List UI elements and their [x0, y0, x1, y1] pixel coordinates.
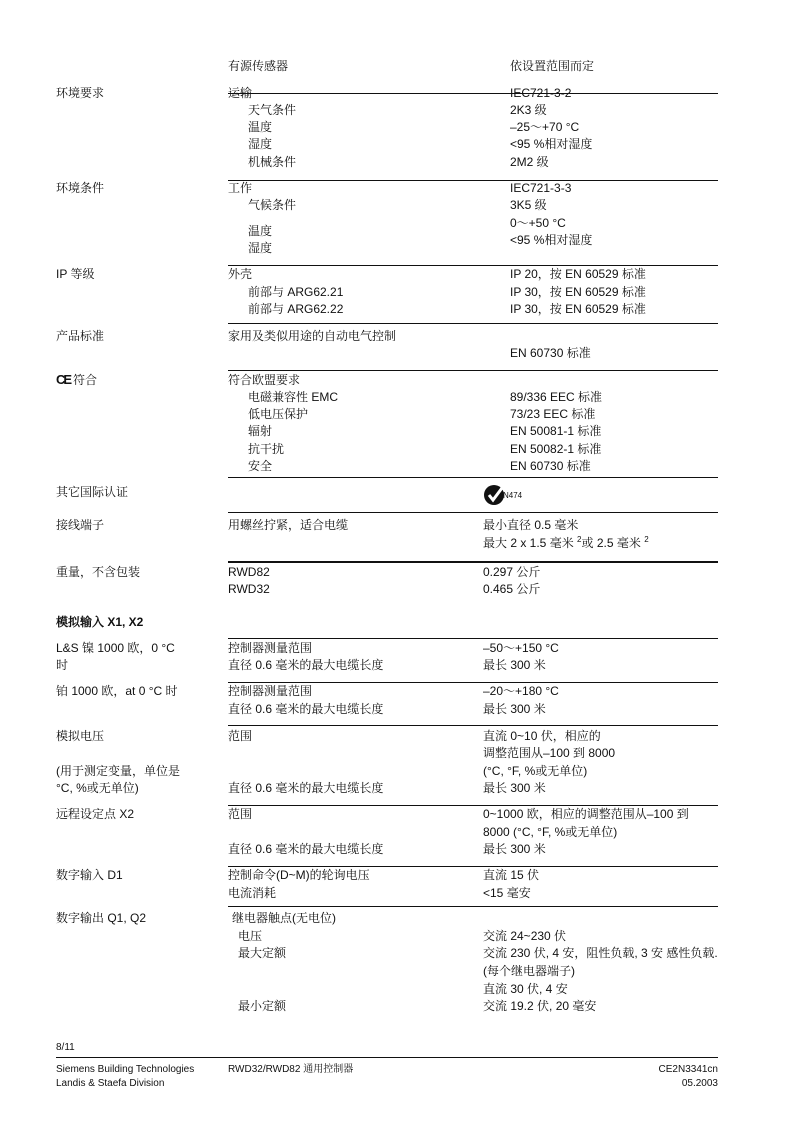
key: 控制命令(D~M)的轮询电压: [228, 868, 370, 882]
ce-mark-icon: C​E: [56, 372, 71, 387]
value: –20～+180 °C: [483, 684, 559, 698]
description: 家用及类似用途的自动电气控制: [228, 329, 397, 343]
value: (°C, °F, %或无单位): [483, 764, 588, 778]
value: 3K5 级: [510, 198, 547, 212]
footer-divider: [56, 1057, 718, 1058]
section-heading: 模拟输入 X1, X2: [56, 615, 144, 629]
key: 电磁兼容性 EMC: [248, 390, 339, 404]
sub-heading: 工作: [228, 181, 253, 195]
value: 直流 30 伏, 4 安: [483, 982, 568, 996]
value: 0~1000 欧，相应的调整范围从–100 到: [483, 807, 689, 821]
divider: [228, 512, 718, 513]
value: EN 60730 标准: [510, 459, 591, 473]
value: 最小直径 0.5 毫米: [483, 518, 579, 532]
key: 温度: [248, 120, 273, 134]
key: 辐射: [248, 424, 273, 438]
value: 最长 300 米: [483, 658, 546, 672]
value: IP 30，按 EN 60529 标准: [510, 285, 646, 299]
c-tick-mark-icon: [483, 484, 505, 506]
key: 前部与 ARG62.21: [248, 285, 344, 299]
value: 交流 24~230 伏: [483, 929, 567, 943]
value: IP 30，按 EN 60529 标准: [510, 302, 646, 316]
division: Landis & Staefa Division: [56, 1078, 165, 1089]
document-title: RWD32/RWD82 通用控制器: [228, 1064, 354, 1075]
row-label: IP 等级: [56, 267, 95, 281]
value: [483, 535, 649, 551]
row-label: 符合: [73, 373, 98, 387]
row-label: 环境要求: [56, 86, 105, 100]
key: 电压: [238, 929, 263, 943]
value: 调整范围从–100 到 8000: [483, 746, 616, 760]
key: 天气条件: [248, 103, 297, 117]
value: EN 50082-1 标准: [510, 442, 602, 456]
key: 安全: [248, 459, 273, 473]
divider: [228, 906, 718, 907]
value: 交流 230 伏, 4 安，阻性负载, 3 安 感性负载.: [483, 946, 718, 960]
document-date: 05.2003: [681, 1078, 718, 1089]
value: 最长 300 米: [483, 781, 546, 795]
row-label: 时: [56, 658, 69, 672]
row-label: 其它国际认证: [56, 485, 129, 499]
value: 依设置范围而定: [510, 59, 595, 73]
key: 气候条件: [248, 198, 297, 212]
value: IP 20，按 EN 60529 标准: [510, 267, 646, 281]
key: 湿度: [248, 137, 273, 151]
value: 最长 300 米: [483, 702, 546, 716]
key: 直径 0.6 毫米的最大电缆长度: [228, 781, 384, 795]
key: 最小定额: [238, 999, 287, 1013]
value: 直流 0~10 伏，相应的: [483, 729, 601, 743]
row-label: 环境条件: [56, 181, 105, 195]
value: 最长 300 米: [483, 842, 546, 856]
key: 控制器测量范围: [228, 641, 313, 655]
value: <95 %相对湿度: [510, 137, 593, 151]
row-label: 接线端子: [56, 518, 105, 532]
key: 湿度: [248, 241, 273, 255]
value: 89/336 EEC 标准: [510, 390, 603, 404]
key: 直径 0.6 毫米的最大电缆长度: [228, 658, 384, 672]
value: IEC721-3-3: [510, 181, 572, 195]
value: 2M2 级: [510, 155, 549, 169]
key: 外壳: [228, 267, 253, 281]
key: RWD82: [228, 565, 270, 579]
superscript: 2: [644, 535, 649, 544]
key: 范围: [228, 729, 253, 743]
value: EN 50081-1 标准: [510, 424, 602, 438]
description: 用螺丝拧紧，适合电缆: [228, 518, 349, 532]
value: 2K3 级: [510, 103, 547, 117]
value-part: 或 2.5 毫米: [581, 536, 641, 550]
page-number: 8/11: [56, 1042, 75, 1053]
divider: [228, 93, 718, 94]
value: 8000 (°C, °F, %或无单位): [483, 825, 618, 839]
value: –50～+150 °C: [483, 641, 559, 655]
value: 直流 15 伏: [483, 868, 540, 882]
row-label: 铂 1000 欧，at 0 °C 时: [56, 684, 178, 698]
key: 抗干扰: [248, 442, 285, 456]
sub-heading: 继电器触点(无电位): [232, 911, 336, 925]
row-label: 产品标准: [56, 329, 105, 343]
value: 0.297 公斤: [483, 565, 541, 579]
key: 范围: [228, 807, 253, 821]
row-label: 数字输出 Q1, Q2: [56, 911, 147, 925]
value: 0～+50 °C: [510, 216, 566, 230]
key: 低电压保护: [248, 407, 309, 421]
value: EN 60730 标准: [510, 346, 591, 360]
row-note: °C, %或无单位): [56, 781, 139, 795]
superscript: 2: [577, 535, 582, 544]
divider: [228, 638, 718, 639]
divider: [228, 370, 718, 371]
company: Siemens Building Technologies: [56, 1064, 195, 1075]
value-part: 最大 2 x 1.5 毫米: [483, 536, 574, 550]
value: IEC721-3-2: [510, 86, 572, 100]
key: 直径 0.6 毫米的最大电缆长度: [228, 702, 384, 716]
value: 0.465 公斤: [483, 582, 541, 596]
key: 电流消耗: [228, 886, 277, 900]
value: –25～+70 °C: [510, 120, 580, 134]
value: <15 毫安: [483, 886, 531, 900]
key: 控制器测量范围: [228, 684, 313, 698]
divider: [228, 477, 718, 478]
row-label: 数字输入 D1: [56, 868, 123, 882]
sub-heading: 运输: [228, 86, 253, 100]
key: 直径 0.6 毫米的最大电缆长度: [228, 842, 384, 856]
sub-heading: 符合欧盟要求: [228, 373, 301, 387]
row-label: 模拟电压: [56, 729, 105, 743]
divider: [228, 725, 718, 726]
key: 温度: [248, 224, 273, 238]
document-number: CE2N3341cn: [658, 1064, 718, 1075]
key: 最大定额: [238, 946, 287, 960]
divider: [228, 561, 718, 563]
value: <95 %相对湿度: [510, 233, 593, 247]
value: 交流 19.2 伏, 20 毫安: [483, 999, 597, 1013]
row-note: (用于测定变量，单位是: [56, 764, 180, 778]
key: RWD32: [228, 582, 270, 596]
label: 有源传感器: [228, 59, 289, 73]
key: 机械条件: [248, 155, 297, 169]
divider: [228, 180, 718, 181]
cert-number: N474: [503, 491, 523, 500]
row-label: L&S 镍 1000 欧，0 °C: [56, 641, 175, 655]
divider: [228, 323, 718, 324]
key: 前部与 ARG62.22: [248, 302, 344, 316]
row-label: 重量，不含包装: [56, 565, 141, 579]
value: (每个继电器端子): [483, 964, 575, 978]
value: 73/23 EEC 标准: [510, 407, 596, 421]
row-label: 远程设定点 X2: [56, 807, 135, 821]
